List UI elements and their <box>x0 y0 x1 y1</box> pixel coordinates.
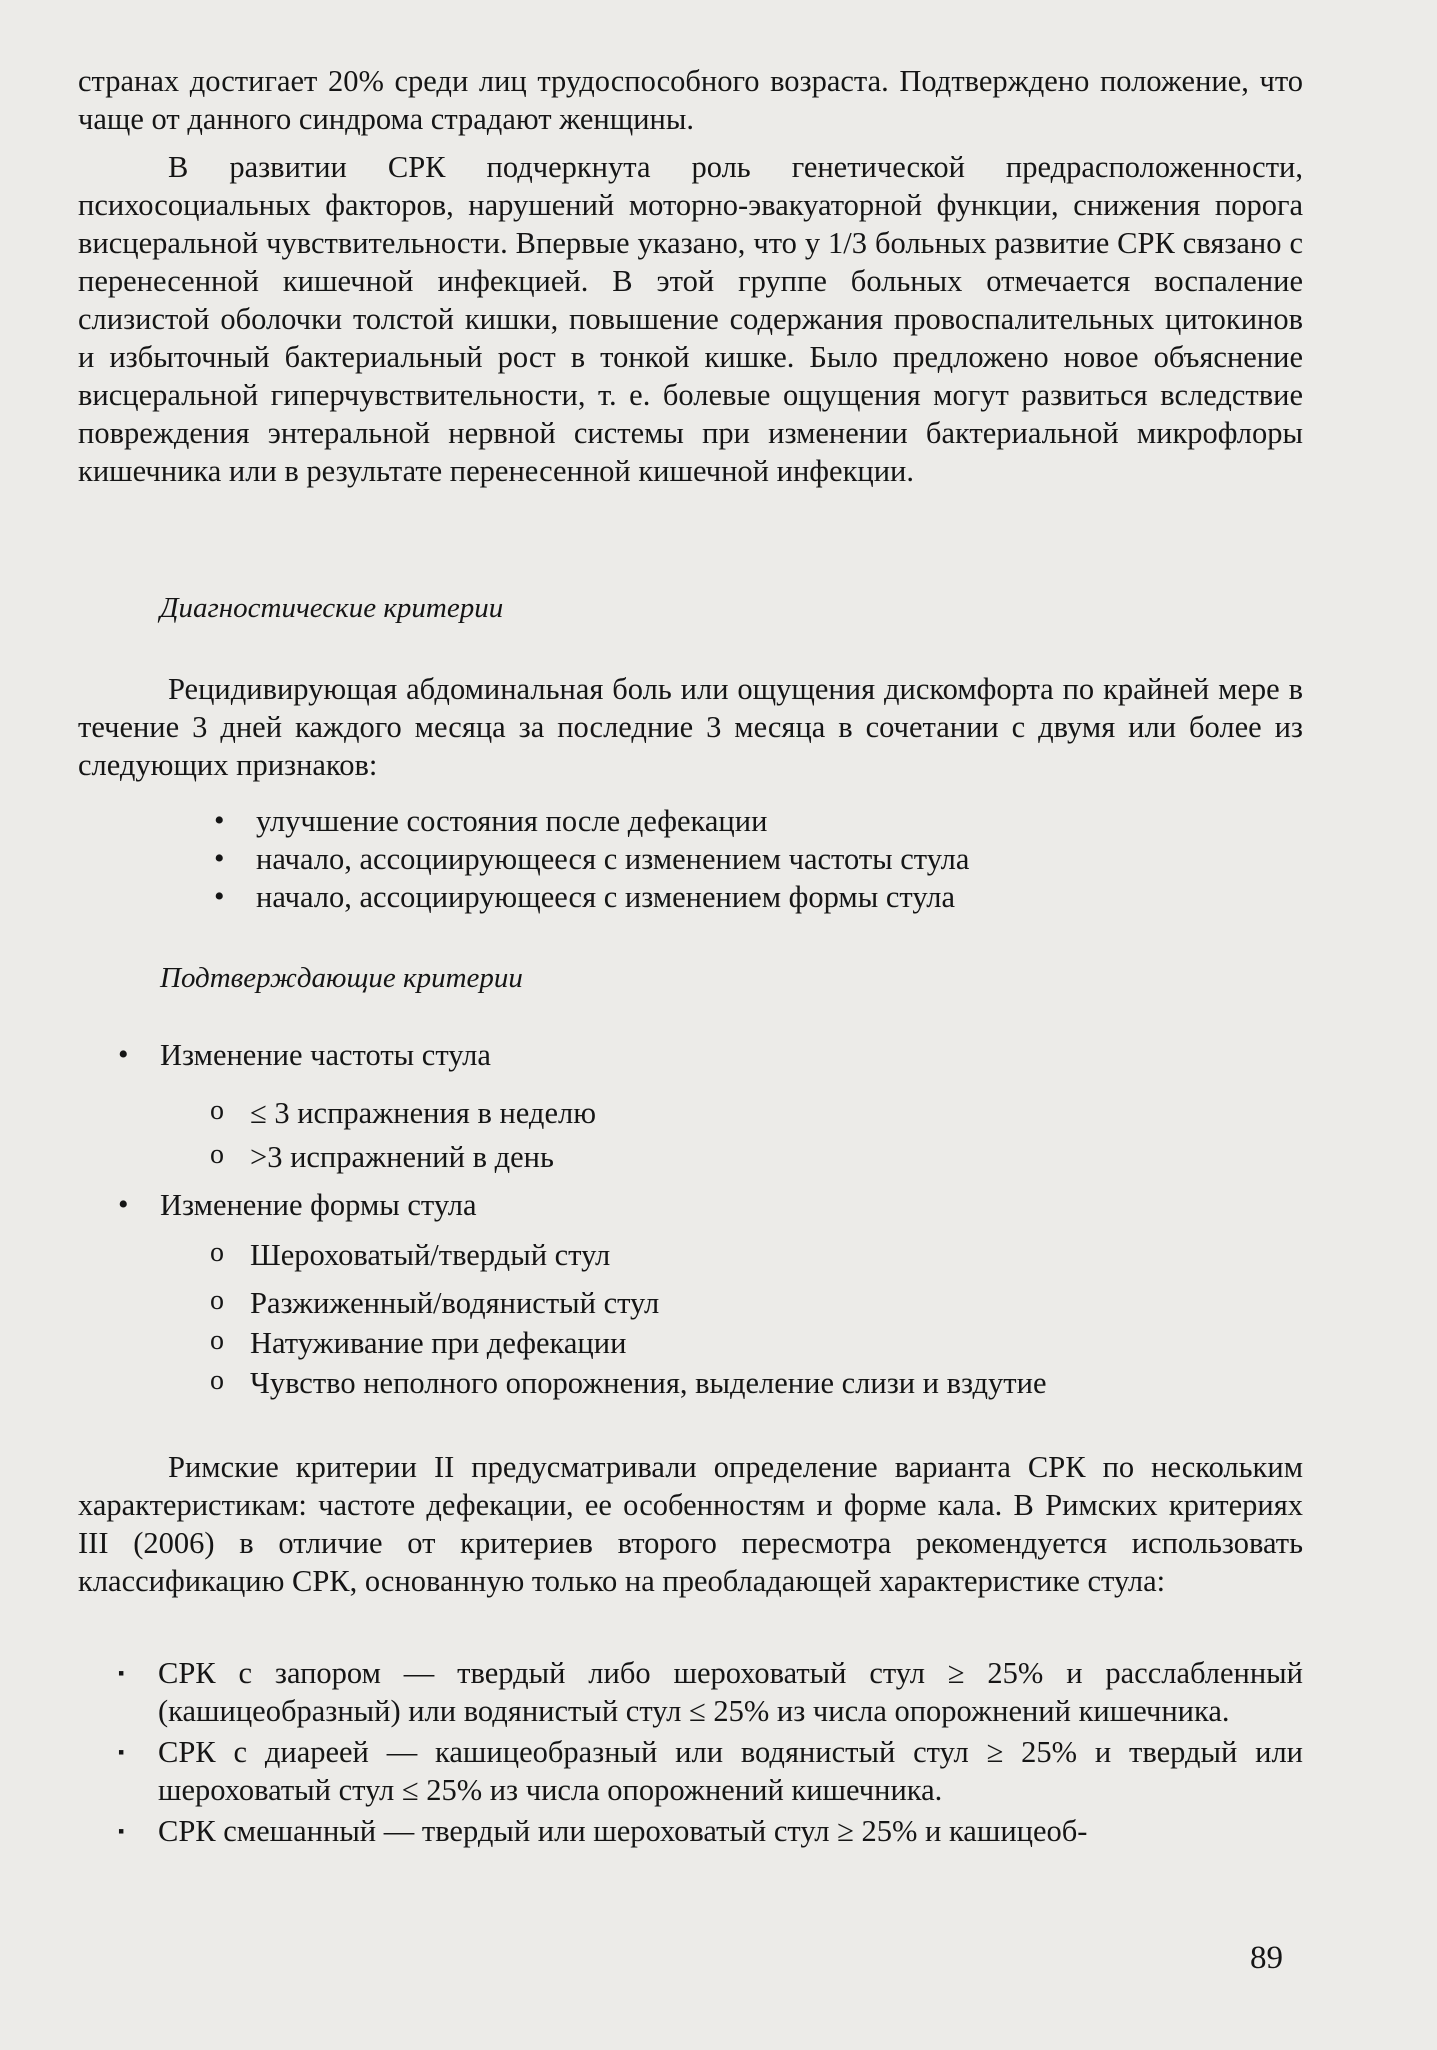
diagnostic-intro: Рецидивирующая абдоминальная боль или ощущения дискомфорта по крайней мере в течение 3 дней каждого месяца за последние 3 месяца в сочетании с двумя или более из следующих признаков: <box>78 672 1303 782</box>
supporting-form-list <box>160 1186 477 1224</box>
paragraph-1: странах достигает 20% среди лиц трудоспособного возраста. Подтверждено положение, что чаще от данного синдрома страдают женщины. <box>78 64 1303 136</box>
freq-sub-list <box>250 1094 596 1176</box>
list-item: o Чувство неполного опорожнения, выделение слизи и вздутие <box>250 1364 1047 1402</box>
rome-criteria-list <box>158 1654 1303 1853</box>
diagnostic-criteria-heading: Диагностические критерии <box>160 592 504 624</box>
list-item: • Изменение формы стула <box>160 1186 477 1224</box>
list-item: • начало, ассоциирующееся с изменением частоты стула <box>256 840 969 878</box>
list-item: • Изменение частоты стула <box>160 1036 491 1074</box>
list-item: ▪ СРК с запором — твердый либо шероховатый стул ≥ 25% и расслабленный (кашицеобразный) или водянистый стул ≤ 25% из числа опорожнений кишечника. <box>158 1654 1303 1730</box>
list-item: o Разжиженный/водянистый стул <box>250 1284 1047 1322</box>
list-item: o Натуживание при дефекации <box>250 1324 1047 1362</box>
diagnostic-list <box>256 802 969 916</box>
list-item: ▪ СРК смешанный — твердый или шероховатый стул ≥ 25% и кашицеоб- <box>158 1812 1303 1850</box>
list-item: • улучшение состояния после дефекации <box>256 802 969 840</box>
paragraph-1-block <box>78 62 1303 138</box>
list-item: ▪ СРК с диареей — кашицеобразный или водянистый стул ≥ 25% и твердый или шероховатый стул ≤ 25% из числа опорожнений кишечника. <box>158 1733 1303 1809</box>
list-item: o >3 испражнений в день <box>250 1138 596 1176</box>
form-sub-list <box>250 1236 1047 1402</box>
list-item: • начало, ассоциирующееся с изменением формы стула <box>256 878 969 916</box>
diagnostic-intro-block <box>78 670 1303 784</box>
supporting-criteria-heading: Подтверждающие критерии <box>160 962 523 994</box>
rome-criteria-paragraph: Римские критерии II предусматривали определение варианта СРК по нескольким характеристикам: частоте дефекации, ее особенностям и форме кала. В Римских критериях III (2006) в отличие от критериев второго пересмотра рекомендуется использовать классификацию СРК, основанную только на преобладающей характеристике стула: <box>78 1450 1303 1598</box>
list-item: o Шероховатый/твердый стул <box>250 1236 1047 1274</box>
supporting-freq-list <box>160 1036 491 1074</box>
paragraph-2: В развитии СРК подчеркнута роль генетической предрасположенности, психосоциальных факторов, нарушений моторно-эвакуаторной функции, снижения порога висцеральной чувствительности. Впервые указано, что у 1/3 больных развитие СРК связано с перенесенной кишечной инфекцией. В этой группе больных отмечается воспаление слизистой оболочки толстой кишки, повышение содержания провоспалительных цитокинов и избыточный бактериальный рост в тонкой кишке. Было предложено новое объяснение висцеральной гиперчувствительности, т. е. болевые ощущения могут развиться вследствие повреждения энтеральной нервной системы при изменении бактериальной микрофлоры кишечника или в результате перенесенной кишечной инфекции. <box>78 150 1303 488</box>
paragraph-2-block <box>78 148 1303 490</box>
list-item: o ≤ 3 испражнения в неделю <box>250 1094 596 1132</box>
page-number: 89 <box>1250 1940 1283 1976</box>
rome-criteria-block <box>78 1448 1303 1600</box>
